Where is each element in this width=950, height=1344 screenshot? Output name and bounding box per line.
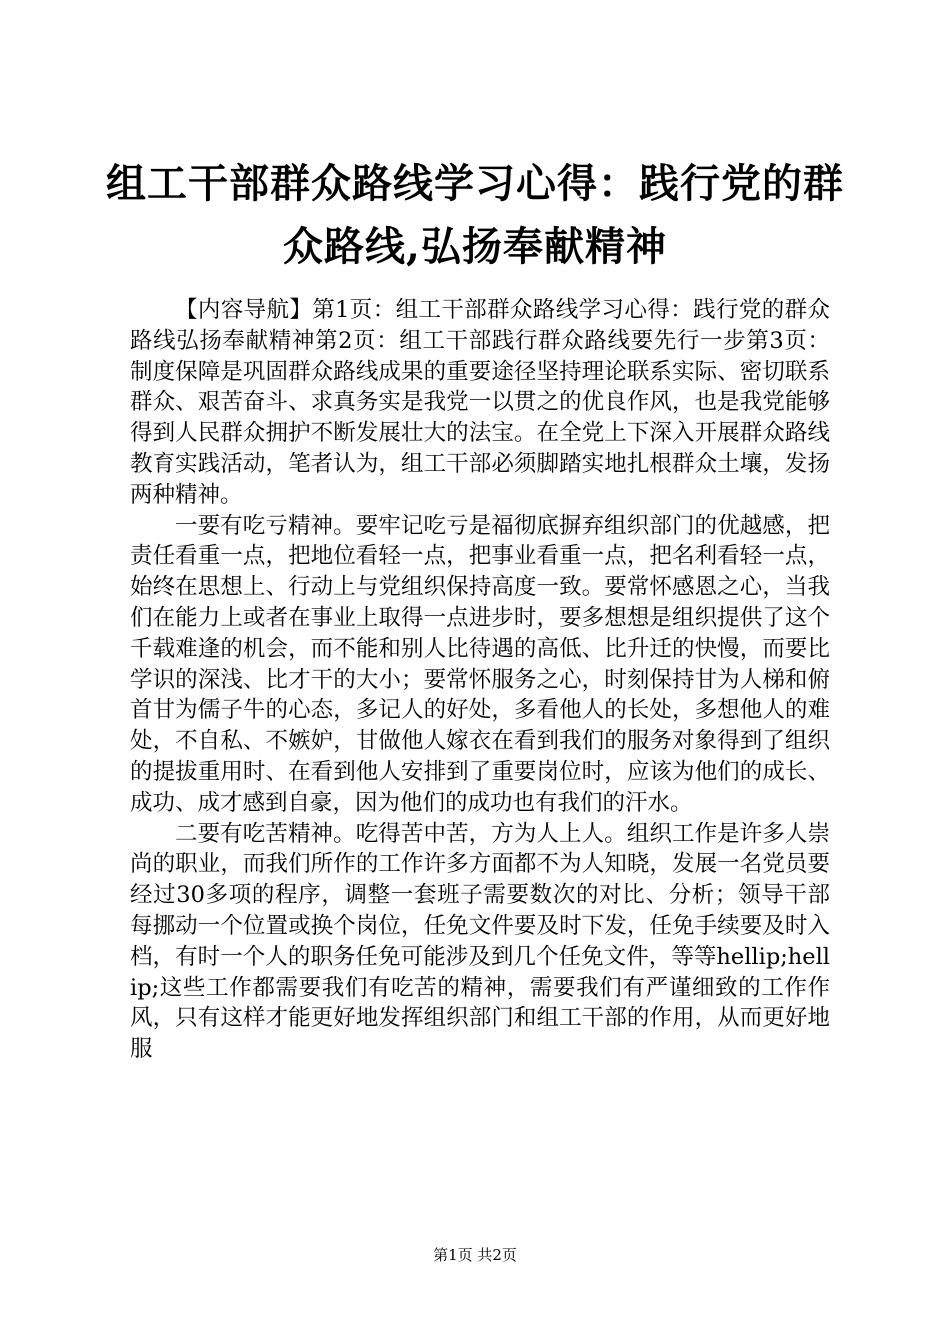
paragraph-second-spirit: 二要有吃苦精神。吃得苦中苦，方为人上人。组织工作是许多人崇尚的职业，而我们所作的工作许多方面都不为人知晓，发展一名党员要经过30多项的程序，调整一套班子需要数次的对比、分析；领导干部每挪动一个位置或换个岗位，任免文件要及时下发，任免手续要及时入档，有时一个人的职务任免可能涉及到几个任免文件，等等hellip;hellip;这些工作都需要我们有吃苦的精神，需要我们有严谨细致的工作作风，只有这样才能更好地发挥组织部门和组工干部的作用，从而更好地服 — [130, 820, 830, 1063]
paragraph-first-spirit: 一要有吃亏精神。要牢记吃亏是福彻底摒弃组织部门的优越感，把责任看重一点，把地位看轻一点，把事业看重一点，把名利看轻一点，始终在思想上、行动上与党组织保持高度一致。要常怀感恩之心，当我们在能力上或者在事业上取得一点进步时，要多想想是组织提供了这个千载难逢的机会，而不能和别人比待遇的高低、比升迁的快慢，而要比学识的深浅、比才干的大小；要常怀服务之心，时刻保持甘为人梯和俯首甘为儒子牛的心态，多记人的好处，多看他人的长处，多想他人的难处，不自私、不嫉妒，甘做他人嫁衣在看到我们的服务对象得到了组织的提拔重用时、在看到他人安排到了重要岗位时，应该为他们的成长、成功、成才感到自豪，因为他们的成功也有我们的汗水。 — [130, 512, 830, 816]
document-body — [130, 295, 830, 1065]
paragraph-intro: 【内容导航】第1页：组工干部群众路线学习心得：践行党的群众路线弘扬奉献精神第2页：组工干部践行群众路线要先行一步第3页：制度保障是巩固群众路线成果的重要途径坚持理论联系实际、密切联系群众、艰苦奋斗、求真务实是我党一以贯之的优良作风，也是我党能够得到人民群众拥护不断发展壮大的法宝。在全党上下深入开展群众路线教育实践活动，笔者认为，组工干部必须脚踏实地扎根群众土壤，发扬两种精神。 — [130, 297, 830, 508]
document-title: 组工干部群众路线学习心得：践行党的群众路线,弘扬奉献精神 — [106, 160, 844, 270]
page-footer: 第1页 共2页 — [433, 1246, 517, 1264]
